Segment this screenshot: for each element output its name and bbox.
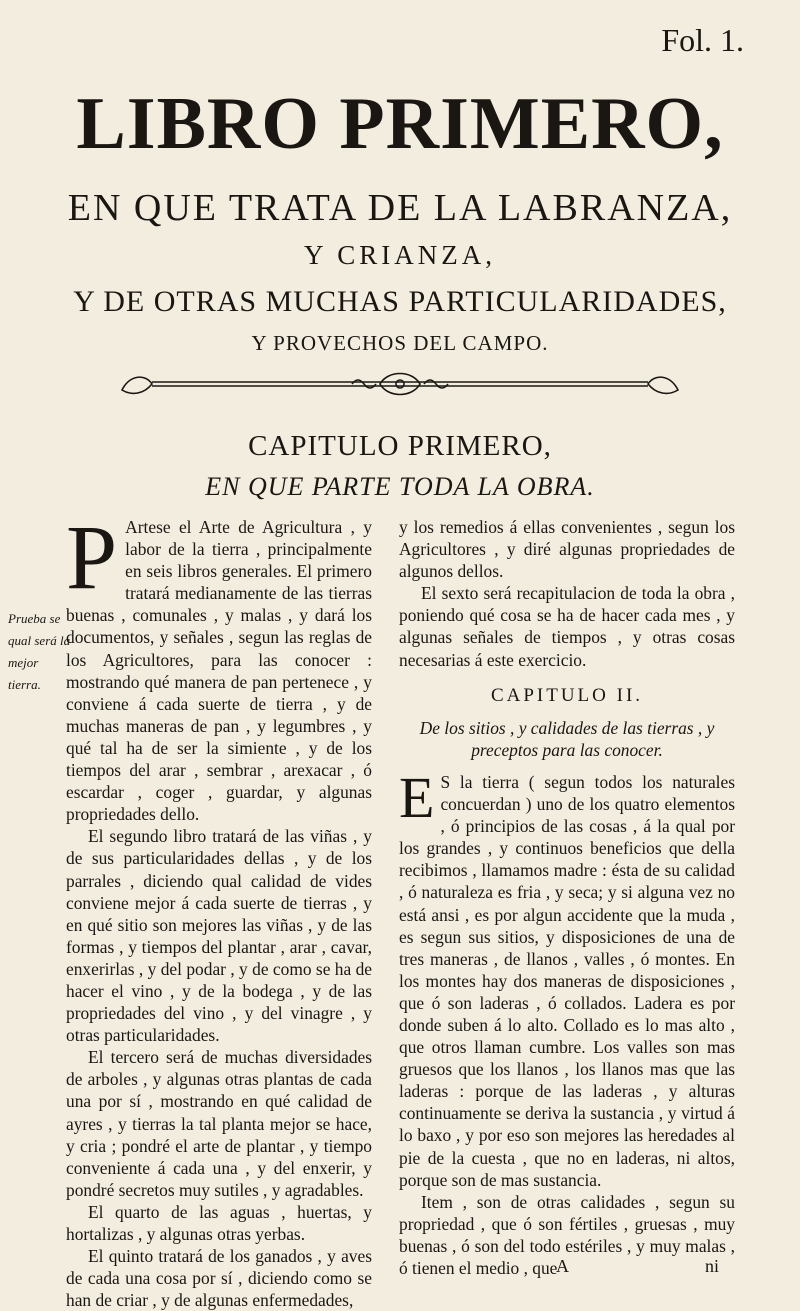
left-column (66, 506, 372, 1311)
ornament-rule (112, 368, 688, 408)
paragraph-1 (66, 506, 372, 825)
book-subtitle-line-3: Y DE OTRAS MUCHAS PARTICULARIDADES, (73, 285, 727, 318)
paragraph-6: y los remedios á ellas convenientes , segun los Agricultores , y diré algunas propriedades de algunos dellos. (399, 517, 735, 582)
book-subtitle-line-4: Y PROVECHOS DEL CAMPO. (251, 331, 549, 355)
right-column (399, 516, 735, 1279)
drop-cap-e: E (399, 764, 435, 830)
paragraph-7: El sexto será recapitulacion de toda la obra , poniendo qué cosa se ha de hacer cada mes , y algunas señales de tiempos , y otras cosas necesarias á este exercicio. (399, 583, 735, 670)
book-title: LIBRO PRIMERO, (76, 83, 724, 165)
chapter-heading: CAPITULO PRIMERO, (248, 430, 552, 462)
chapter-subtitle: EN QUE PARTE TODA LA OBRA. (205, 472, 595, 501)
drop-cap-p: P (66, 506, 118, 608)
chapter-2-title: De los sitios , y calidades de las tierras , y preceptos para las conocer. (419, 717, 715, 760)
signature-mark: A (556, 1256, 569, 1276)
book-subtitle-line-2: Y CRIANZA, (304, 240, 496, 270)
paragraph-4: El quarto de las aguas , huertas, y hortalizas , y algunas otras yerbas. (66, 1201, 372, 1244)
book-subtitle-line-1: EN QUE TRATA DE LA LABRANZA, (67, 187, 733, 229)
paragraph-2: El segundo libro tratará de las viñas , y de sus particularidades dellas , y de los parrales , diciendo qual calidad de vides conviene mejor á cada suerte de tierras , y en qué sitio son mejores las viñas , y de las formas , y tiempos del plantar , arar , cavar, enxerirlas , y del podar , y de como se ha de hacer el vino , y de la bodega , y de las propriedades del vino , y del vinagre , y otras particularidades. (66, 826, 372, 1046)
chapter-2-heading: CAPITULO II. (490, 684, 644, 706)
folio-number: Fol. 1. (661, 22, 744, 58)
paragraph-8 (399, 764, 735, 1191)
catchword: ni (705, 1256, 720, 1276)
paragraph-9: Item , son de otras calidades , segun su propriedad , que ó son fértiles , gruesas , muy buenas , ó son del todo estériles , y muy malas , ó tienen el medio , que (399, 1191, 735, 1278)
paragraph-5: El quinto tratará de los ganados , y aves de cada una cosa por sí , diciendo como se han de criar , y de algunas enfermedades, (66, 1246, 372, 1311)
marginal-note: Prueba se qual será la mejor tierra. (8, 611, 71, 692)
paragraph-1-text: Artese el Arte de Agricultura , y labor de la tierra , principalmente en seis libros generales. El primero tratará medianamente de las tierras buenas , comunales , y malas , y dará los documentos, y señales , segun las reglas de los Agricultores, para las conocer : mostrando qué manera de pan pertenece , y conviene á cada suerte de tierra , y de muchas maneras de pan , y legumbres , y qué tal ha de ser la simiente , y de los tiempos del arar , sembrar , arexacar , ó escardar , coger , guardar, y algunas propriedades dello. (66, 517, 372, 825)
paragraph-8-text: S la tierra ( segun todos los naturales concuerdan ) uno de los quatro elementos , ó principios de las cosas , á la qual por los grandes , y continuos beneficios que della recibimos , llamamos madre : ésta de su calidad , ó naturaleza es fria , y seca; y si alguna vez no está ansi , es por algun accidente que la muda , es segun sus sitios, y disposiciones de una de tres maneras , de llanos , valles , ó montes. En los montes hay dos maneras de disposiciones , que ó son laderas , ó collados. Ladera es por donde suben á lo alto. Collado es lo mas alto , que otros llaman cumbre. Los valles son mas gruesos que los llanos , los llanos mas que las laderas : porque de las laderas , y alturas continuamente se deriva la sustancia , y virtud á lo baxo , y por eso son mejores las heredades al pie de la cuesta , que no en laderas, ni altos, porque son de mas sustancia. (399, 771, 735, 1190)
paragraph-3: El tercero será de muchas diversidades de arboles , y algunas otras plantas de cada una por sí , mostrando en qué calidad de ayres , y tierras la tal planta mejor se hace, y cria ; pondré el arte de plantar , y tiempo conveniente á cada una , y del enxerir, y pondré secretos muy sutiles , y agradables. (66, 1047, 372, 1200)
